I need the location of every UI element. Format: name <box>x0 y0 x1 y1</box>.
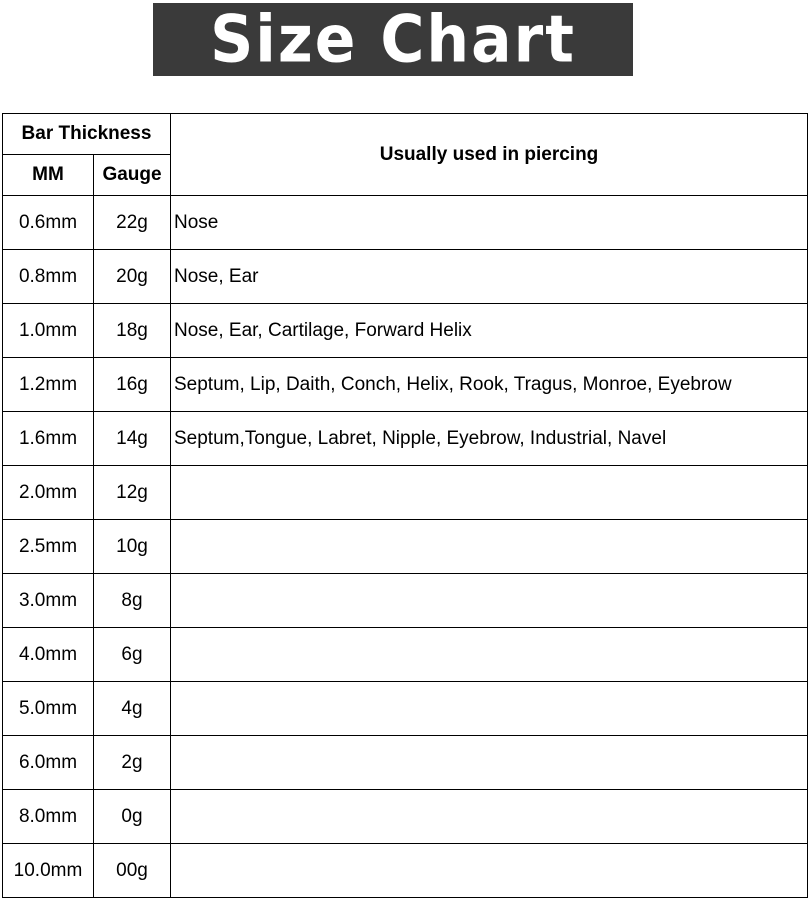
mm-cell: 5.0mm <box>3 682 94 736</box>
mm-cell: 3.0mm <box>3 574 94 628</box>
gauge-cell: 00g <box>94 844 171 898</box>
mm-cell: 1.2mm <box>3 358 94 412</box>
table-row <box>3 574 808 628</box>
usage-cell: Nose, Ear, Cartilage, Forward Helix <box>171 304 808 358</box>
gauge-cell: 20g <box>94 250 171 304</box>
size-chart-table <box>2 113 808 898</box>
usage-cell <box>171 844 808 898</box>
mm-cell: 2.0mm <box>3 466 94 520</box>
usage-header: Usually used in piercing <box>171 114 808 196</box>
gauge-cell: 12g <box>94 466 171 520</box>
table-row <box>3 196 808 250</box>
table-row <box>3 520 808 574</box>
gauge-header: Gauge <box>94 155 171 196</box>
usage-cell <box>171 736 808 790</box>
header-row-top <box>3 114 808 155</box>
mm-cell: 8.0mm <box>3 790 94 844</box>
table-row <box>3 358 808 412</box>
table-row <box>3 250 808 304</box>
usage-cell <box>171 790 808 844</box>
mm-cell: 1.6mm <box>3 412 94 466</box>
mm-cell: 0.8mm <box>3 250 94 304</box>
gauge-cell: 2g <box>94 736 171 790</box>
gauge-cell: 6g <box>94 628 171 682</box>
usage-cell <box>171 682 808 736</box>
gauge-cell: 4g <box>94 682 171 736</box>
mm-cell: 10.0mm <box>3 844 94 898</box>
usage-cell <box>171 466 808 520</box>
mm-cell: 6.0mm <box>3 736 94 790</box>
gauge-cell: 14g <box>94 412 171 466</box>
table-row <box>3 304 808 358</box>
usage-cell <box>171 574 808 628</box>
page-title: Size Chart <box>210 1 576 78</box>
table-row <box>3 412 808 466</box>
gauge-cell: 18g <box>94 304 171 358</box>
usage-cell: Septum,Tongue, Labret, Nipple, Eyebrow, Industrial, Navel <box>171 412 808 466</box>
usage-cell: Nose <box>171 196 808 250</box>
usage-cell <box>171 520 808 574</box>
table-row <box>3 682 808 736</box>
mm-cell: 1.0mm <box>3 304 94 358</box>
table-row <box>3 736 808 790</box>
gauge-cell: 16g <box>94 358 171 412</box>
title-banner <box>153 3 633 76</box>
table-row <box>3 844 808 898</box>
bar-thickness-header: Bar Thickness <box>3 114 171 155</box>
table-row <box>3 466 808 520</box>
table-row <box>3 628 808 682</box>
gauge-cell: 0g <box>94 790 171 844</box>
mm-cell: 2.5mm <box>3 520 94 574</box>
usage-cell: Nose, Ear <box>171 250 808 304</box>
gauge-cell: 22g <box>94 196 171 250</box>
mm-header: MM <box>3 155 94 196</box>
usage-cell <box>171 628 808 682</box>
table-body <box>3 114 808 898</box>
table-row <box>3 790 808 844</box>
mm-cell: 4.0mm <box>3 628 94 682</box>
gauge-cell: 10g <box>94 520 171 574</box>
usage-cell: Septum, Lip, Daith, Conch, Helix, Rook, Tragus, Monroe, Eyebrow <box>171 358 808 412</box>
mm-cell: 0.6mm <box>3 196 94 250</box>
gauge-cell: 8g <box>94 574 171 628</box>
